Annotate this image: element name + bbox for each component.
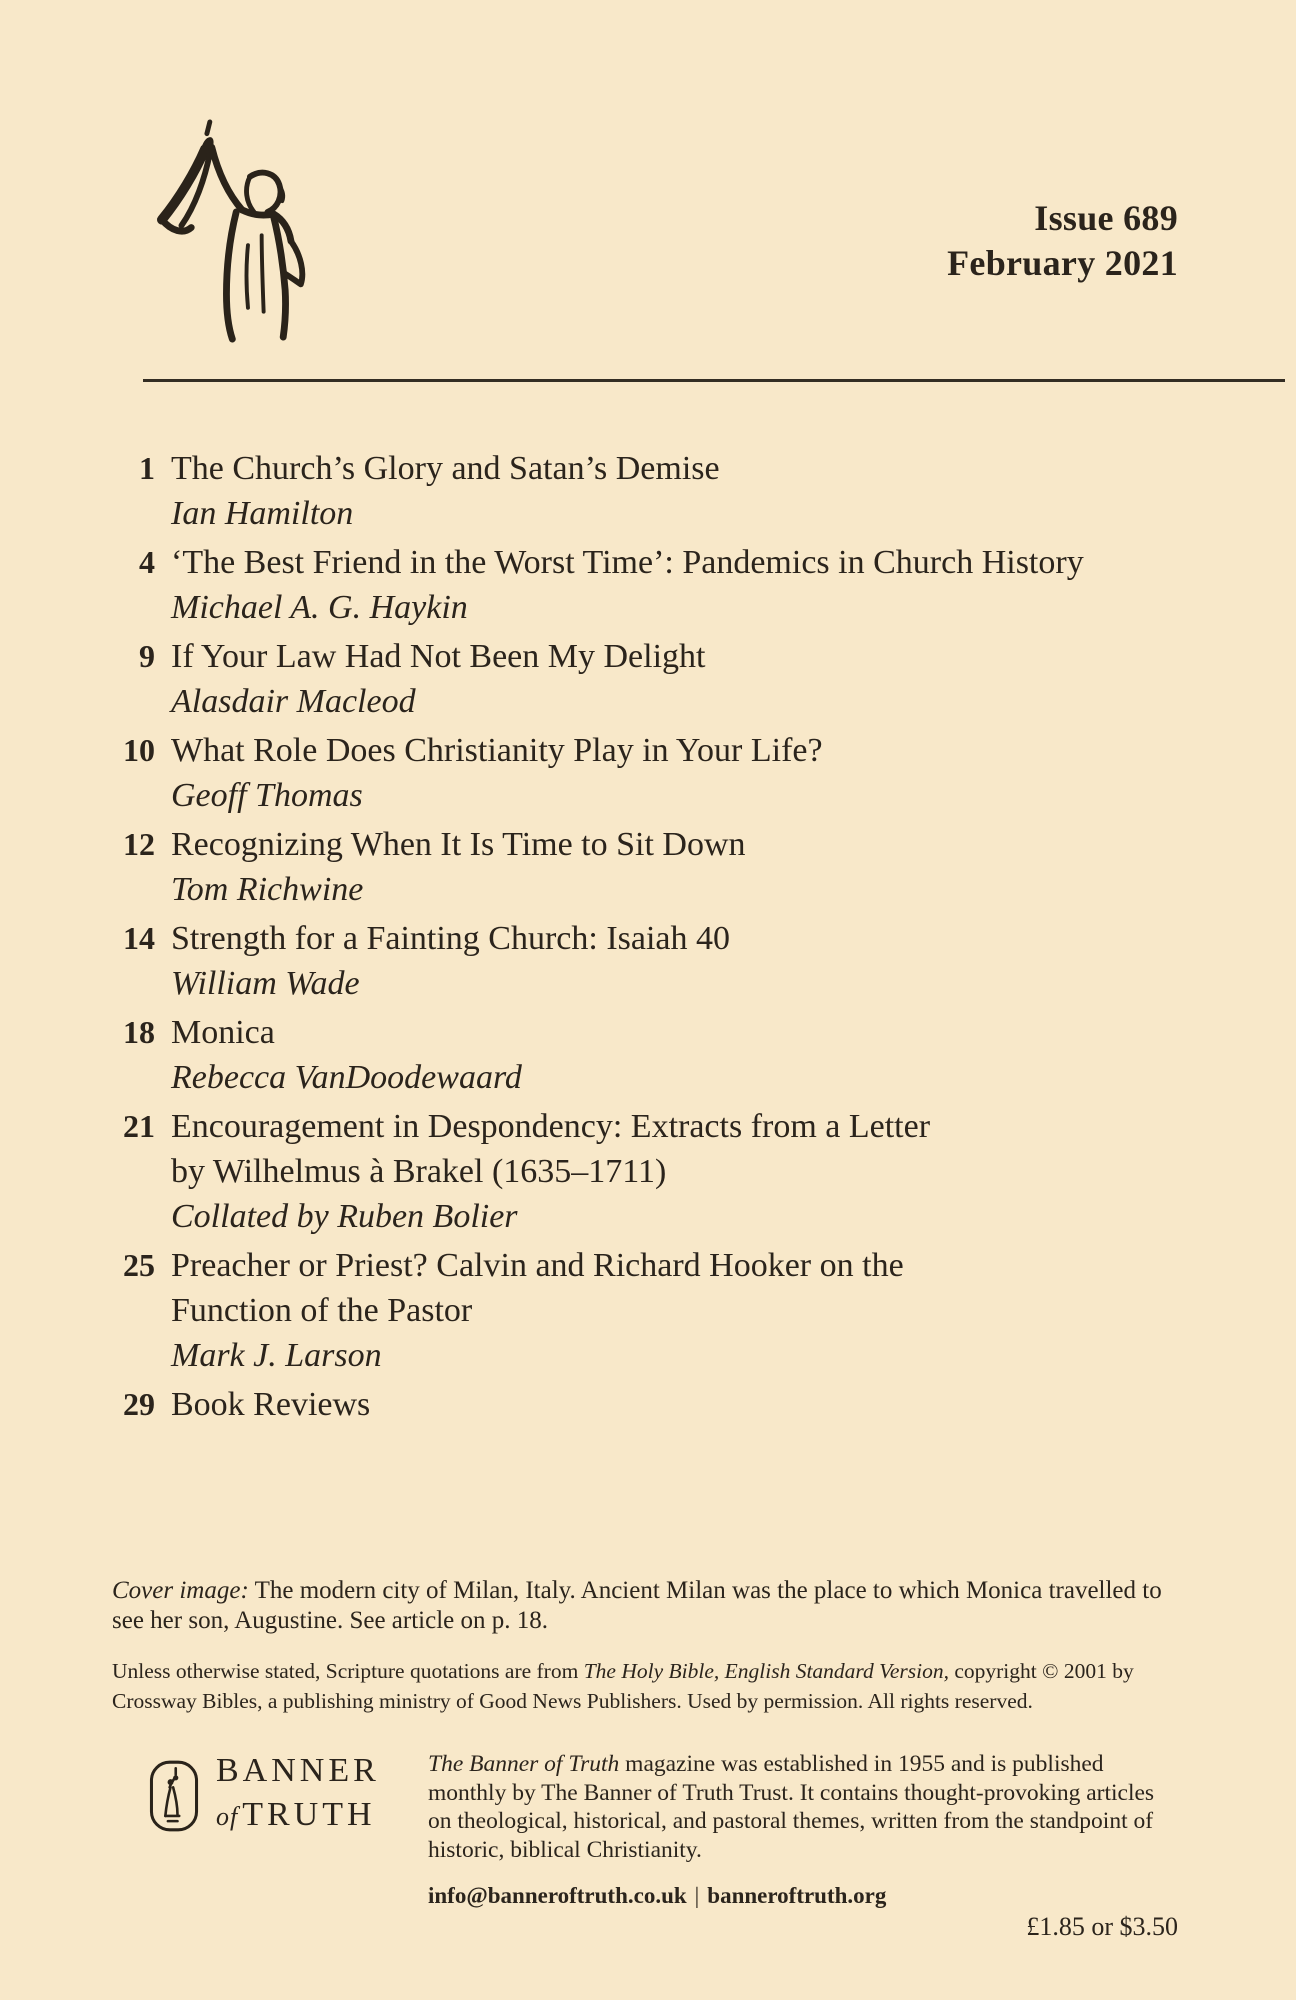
publisher-description-lead: The Banner of Truth [428, 1751, 620, 1777]
toc-title-line: ‘The Best Friend in the Worst Time’: Pandemics in Church History [171, 544, 1084, 581]
toc-author: Mark J. Larson [171, 1337, 382, 1374]
contact-separator: | [694, 1883, 700, 1908]
toc-page-number: 14 [123, 920, 155, 956]
toc-entry-body [171, 1243, 1210, 1378]
toc-page-number: 1 [139, 450, 155, 486]
toc-page-number: 9 [139, 638, 155, 674]
toc-author: Ian Hamilton [171, 495, 354, 532]
scripture-note [112, 1656, 1222, 1716]
toc-entry [100, 1243, 1210, 1378]
toc-entry-body [171, 540, 1210, 630]
toc-entry [100, 916, 1210, 1006]
toc-entry [100, 446, 1210, 536]
toc-page-number: 25 [123, 1247, 155, 1283]
toc-title-line: Recognizing When It Is Time to Sit Down [171, 826, 746, 863]
toc-author: Michael A. G. Haykin [171, 589, 468, 626]
toc-page-number: 12 [123, 826, 155, 862]
toc-title-line: Monica [171, 1014, 275, 1051]
cover-note-text: The modern city of Milan, Italy. Ancient Milan was the place to which Monica travelled to see her son, Augustine. See article on p. 18. [112, 1577, 1162, 1634]
toc-page-number: 21 [123, 1108, 155, 1144]
toc-page-number: 29 [123, 1386, 155, 1422]
toc-title-line: The Church’s Glory and Satan’s Demise [171, 450, 720, 487]
cover-note-label: Cover image: [112, 1577, 249, 1604]
scripture-note-prefix: Unless otherwise stated, Scripture quotations are from [112, 1659, 584, 1683]
price: £1.85 or $3.50 [1026, 1912, 1178, 1941]
scripture-note-bible-title: The Holy Bible, English Standard Version, [583, 1659, 949, 1683]
publisher-description-rest: magazine was established in 1955 and is published monthly by The Banner of Truth Trust. It contains thought-provoking articles on theological, historical, and pastoral themes, written from the standpoint of historic, biblical Christianity. [428, 1751, 1155, 1863]
wordmark-of: of [216, 1802, 239, 1831]
toc-entry [100, 822, 1210, 912]
banner-bearer-figure-icon [112, 118, 337, 343]
toc-entry [100, 728, 1210, 818]
contact-website: banneroftruth.org [707, 1883, 887, 1908]
toc-entry [100, 540, 1210, 630]
toc-title-line: Book Reviews [171, 1386, 371, 1423]
banner-of-truth-seal-icon [148, 1758, 200, 1834]
wordmark-truth: TRUTH [242, 1796, 376, 1833]
toc-title-line: Preacher or Priest? Calvin and Richard Hooker on the [171, 1247, 904, 1284]
toc-title-line: If Your Law Had Not Been My Delight [171, 638, 706, 675]
scripture-note-suffix: copyright © 2001 by Crossway Bibles, a publishing ministry of Good News Publishers. Used by permission. All rights reserved. [112, 1659, 1134, 1713]
publisher-description [428, 1750, 1178, 1864]
toc-entry-body [171, 634, 1210, 724]
toc-title-line: What Role Does Christianity Play in Your Life? [171, 732, 823, 769]
contact-line [428, 1884, 886, 1908]
toc-author: Alasdair Macleod [171, 683, 416, 720]
toc-entry [100, 1010, 1210, 1100]
toc-author: Geoff Thomas [171, 777, 363, 814]
contact-email: info@banneroftruth.co.uk [428, 1883, 687, 1908]
toc-author: Collated by Ruben Bolier [171, 1198, 518, 1235]
toc-entry-body [171, 728, 1210, 818]
toc-entry-body [171, 822, 1210, 912]
toc-page-number: 10 [123, 732, 155, 768]
toc-title-line: Strength for a Fainting Church: Isaiah 40 [171, 920, 731, 957]
toc-entry-body [171, 446, 1210, 536]
issue-number: Issue 689 [1034, 198, 1178, 238]
toc-title-line: Function of the Pastor [171, 1292, 473, 1329]
toc-author: William Wade [171, 965, 360, 1002]
toc-list [100, 446, 1210, 1431]
toc-page-number: 18 [123, 1014, 155, 1050]
toc-entry-body [171, 1382, 1210, 1427]
wordmark-banner: BANNER [216, 1752, 380, 1789]
issue-block [947, 196, 1178, 286]
issue-date: February 2021 [947, 243, 1178, 283]
cover-note [112, 1576, 1187, 1636]
toc-author: Rebecca VanDoodewaard [171, 1059, 522, 1096]
publisher-wordmark [216, 1752, 380, 1840]
toc-entry-body [171, 1104, 1210, 1239]
toc-entry-body [171, 916, 1210, 1006]
toc-author: Tom Richwine [171, 871, 364, 908]
toc-entry [100, 1382, 1210, 1427]
toc-entry-body [171, 1010, 1210, 1100]
toc-title-line: Encouragement in Despondency: Extracts from a Letter [171, 1108, 931, 1145]
divider-rule [143, 379, 1285, 382]
toc-title-line: by Wilhelmus à Brakel (1635–1711) [171, 1153, 667, 1190]
publisher-logo [148, 1752, 380, 1840]
toc-entry [100, 1104, 1210, 1239]
toc-page-number: 4 [139, 544, 155, 580]
toc-entry [100, 634, 1210, 724]
